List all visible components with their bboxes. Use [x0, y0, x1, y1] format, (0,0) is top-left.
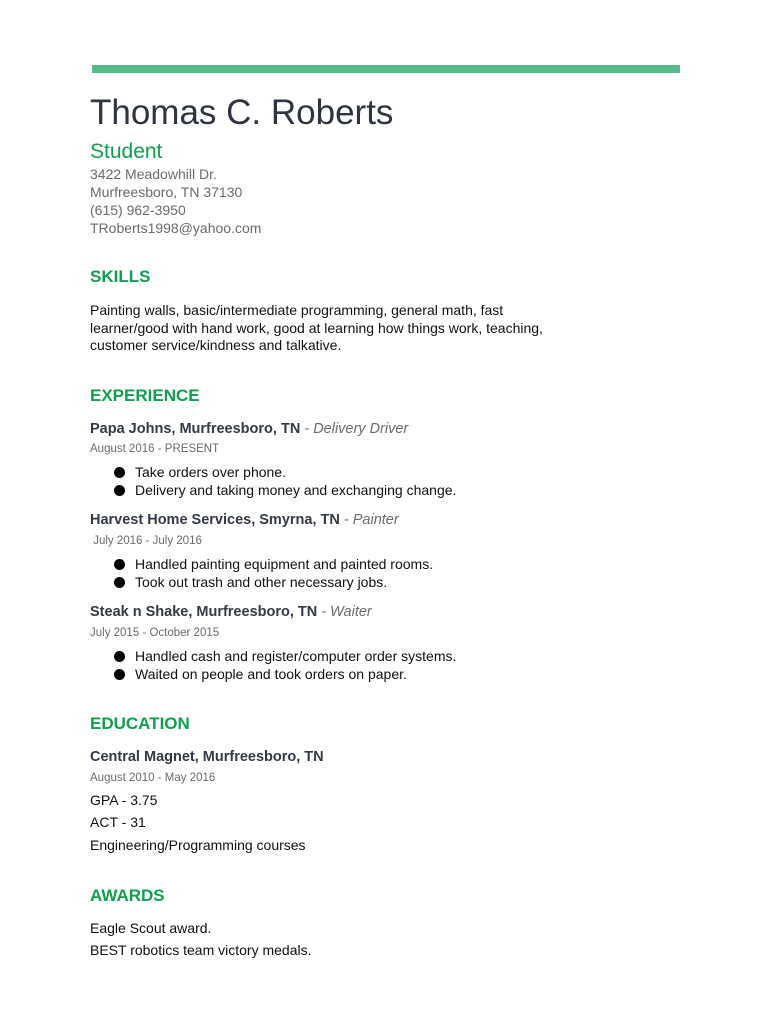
job-title: Painter	[352, 512, 399, 528]
list-item: Handled painting equipment and painted rooms.	[112, 555, 433, 573]
bullet-dot-icon	[114, 467, 125, 478]
job-bullet-list	[112, 647, 456, 683]
award-line: BEST robotics team victory medals.	[90, 942, 312, 958]
list-item: Handled cash and register/computer order systems.	[112, 647, 456, 665]
experience-heading: EXPERIENCE	[90, 386, 200, 405]
act-line: ACT - 31	[90, 814, 146, 830]
job-org: Steak n Shake, Murfreesboro, TN	[90, 604, 318, 620]
gpa-line: GPA - 3.75	[90, 792, 158, 808]
job-dates: July 2015 - October 2015	[90, 627, 220, 639]
job-title: Waiter	[330, 604, 372, 620]
bullet-dot-icon	[114, 651, 125, 662]
job-heading	[90, 421, 408, 437]
bullet-dot-icon	[114, 559, 125, 570]
school-name: Central Magnet, Murfreesboro, TN	[90, 749, 324, 765]
courses-line: Engineering/Programming courses	[90, 837, 306, 853]
job-dates: August 2016 - PRESENT	[90, 443, 220, 455]
list-item: Took out trash and other necessary jobs.	[112, 573, 433, 591]
award-line: Eagle Scout award.	[90, 920, 212, 936]
candidate-name: Thomas C. Roberts	[90, 93, 394, 132]
list-item: Take orders over phone.	[112, 463, 456, 481]
email-address: TRoberts1998@yahoo.com	[90, 220, 262, 236]
bullet-dot-icon	[114, 485, 125, 496]
accent-bar	[92, 65, 680, 73]
bullet-dot-icon	[114, 669, 125, 680]
job-org: Papa Johns, Murfreesboro, TN	[90, 421, 301, 437]
education-dates: August 2010 - May 2016	[90, 772, 216, 784]
job-separator: -	[339, 512, 353, 528]
address-line-2: Murfreesboro, TN 37130	[90, 184, 243, 200]
school-heading	[90, 749, 324, 765]
job-bullet-list	[112, 463, 456, 499]
skills-text: Painting walls, basic/intermediate programming, general math, fast learner/good with hand work, good at learning how things work, teaching, customer service/kindness and talkative.	[90, 302, 543, 353]
job-separator: -	[300, 421, 314, 437]
bullet-dot-icon	[114, 577, 125, 588]
job-heading	[90, 512, 399, 528]
job-separator: -	[317, 604, 331, 620]
skills-heading: SKILLS	[90, 267, 151, 286]
phone-number: (615) 962-3950	[90, 202, 186, 218]
list-item: Delivery and taking money and exchanging change.	[112, 481, 456, 499]
list-item: Waited on people and took orders on paper.	[112, 665, 456, 683]
address-line-1: 3422 Meadowhill Dr.	[90, 166, 217, 182]
job-org: Harvest Home Services, Smyrna, TN	[90, 512, 340, 528]
job-title: Delivery Driver	[313, 421, 409, 437]
job-heading	[90, 604, 372, 620]
job-dates: July 2016 - July 2016	[90, 535, 202, 547]
job-bullet-list	[112, 555, 433, 591]
contact-block	[90, 165, 261, 237]
education-heading: EDUCATION	[90, 714, 190, 733]
awards-heading: AWARDS	[90, 886, 165, 905]
candidate-role: Student	[90, 140, 163, 163]
